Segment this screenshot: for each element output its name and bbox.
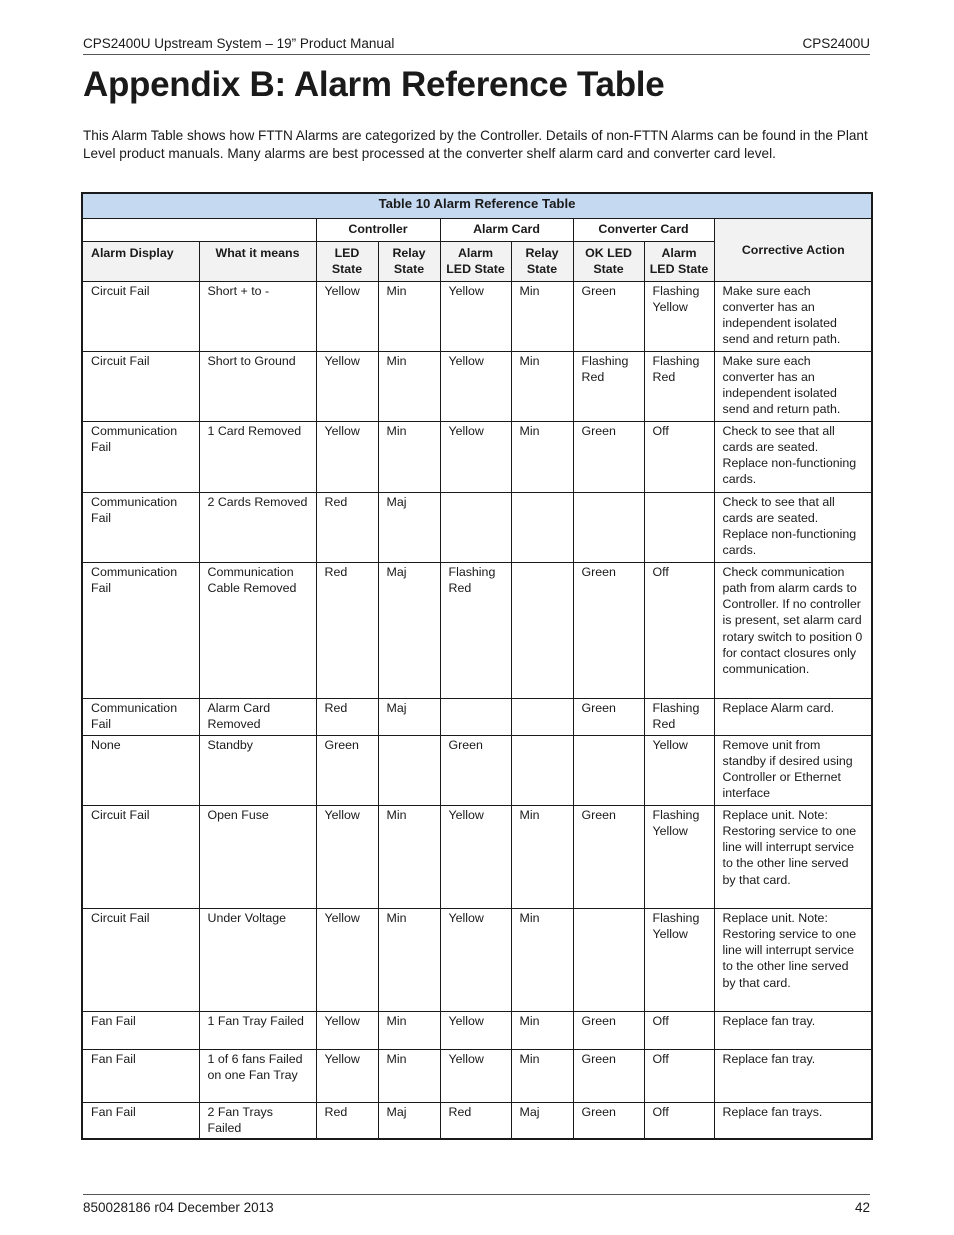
table-cell: Flashing Red: [644, 351, 714, 421]
table-cell: Off: [644, 1049, 714, 1102]
table-row: [82, 908, 872, 1011]
table-cell: 1 Card Removed: [199, 421, 316, 492]
table-cell: Yellow: [440, 351, 511, 421]
table-cell: Flashing Yellow: [644, 805, 714, 908]
table-cell: Yellow: [316, 351, 378, 421]
table-cell: Red: [316, 1102, 378, 1139]
table-cell: Make sure each converter has an independent isolated send and return path.: [714, 351, 872, 421]
table-cell: Yellow: [440, 908, 511, 1011]
table-caption: Table 10 Alarm Reference Table: [82, 193, 872, 219]
table-cell: Flashing Yellow: [644, 281, 714, 351]
table-cell: Communication Fail: [82, 421, 199, 492]
table-cell: Yellow: [644, 735, 714, 805]
table-cell: Yellow: [316, 805, 378, 908]
group-header-converter-card: Converter Card: [573, 219, 714, 242]
table-cell: Min: [378, 281, 440, 351]
table-cell: Fan Fail: [82, 1049, 199, 1102]
table-cell: Min: [378, 805, 440, 908]
table-cell: Yellow: [316, 421, 378, 492]
table-cell: Min: [511, 1011, 573, 1049]
table-cell: Green: [573, 421, 644, 492]
column-header-alarm-card-relay-state: Relay State: [511, 242, 573, 282]
table-cell: Fan Fail: [82, 1102, 199, 1139]
column-header-controller-relay-state: Relay State: [378, 242, 440, 282]
table-cell: Min: [378, 351, 440, 421]
table-cell: Maj: [511, 1102, 573, 1139]
table-cell: Open Fuse: [199, 805, 316, 908]
table-cell: Red: [316, 698, 378, 735]
table-cell: Fan Fail: [82, 1011, 199, 1049]
table-cell: Green: [573, 281, 644, 351]
table-cell: Circuit Fail: [82, 908, 199, 1011]
running-footer: [83, 1194, 870, 1217]
table-cell: Min: [511, 805, 573, 908]
table-cell: Maj: [378, 492, 440, 562]
table-cell: Circuit Fail: [82, 805, 199, 908]
table-cell: [511, 492, 573, 562]
table-cell: Yellow: [316, 908, 378, 1011]
table-cell: Min: [378, 1011, 440, 1049]
table-cell: Check to see that all cards are seated. Replace non-functioning cards.: [714, 421, 872, 492]
table-cell: Red: [316, 492, 378, 562]
column-header-alarm-display: Alarm Display: [82, 242, 199, 282]
column-header-what-it-means: What it means: [199, 242, 316, 282]
column-header-controller-led-state: LED State: [316, 242, 378, 282]
table-cell: Maj: [378, 562, 440, 698]
table-cell: Flashing Yellow: [644, 908, 714, 1011]
page-number: 42: [854, 1200, 870, 1215]
group-header-blank: [82, 219, 316, 242]
table-cell: Red: [316, 562, 378, 698]
table-cell: Check communication path from alarm cards to Controller. If no controller is present, set alarm card rotary switch to position 0 for contact closures only communication.: [714, 562, 872, 698]
table-cell: Min: [511, 1049, 573, 1102]
intro-paragraph: This Alarm Table shows how FTTN Alarms are categorized by the Controller. Details of non-FTTN Alarms can be found in the Plant Level product manuals. Many alarms are best processed at the converter shelf alarm card and converter card level.: [83, 128, 868, 162]
table-cell: Communication Fail: [82, 492, 199, 562]
table-cell: [644, 492, 714, 562]
table-cell: Min: [378, 1049, 440, 1102]
table-cell: Green: [573, 698, 644, 735]
table-row: [82, 1011, 872, 1049]
column-header-corrective-action: Corrective Action: [714, 219, 872, 282]
table-row: [82, 351, 872, 421]
table-cell: Replace unit. Note: Restoring service to one line will interrupt service to the other line served by that card.: [714, 908, 872, 1011]
column-header-converter-alarm-led-state: Alarm LED State: [644, 242, 714, 282]
table-cell: Replace Alarm card.: [714, 698, 872, 735]
table-cell: [440, 492, 511, 562]
table-cell: None: [82, 735, 199, 805]
table-cell: 1 Fan Tray Failed: [199, 1011, 316, 1049]
table-cell: Min: [511, 281, 573, 351]
table-cell: Green: [573, 562, 644, 698]
table-cell: Off: [644, 562, 714, 698]
table-cell: Min: [511, 421, 573, 492]
table-cell: Yellow: [316, 1011, 378, 1049]
table-cell: Off: [644, 421, 714, 492]
table-body: [82, 281, 872, 1139]
table-cell: Remove unit from standby if desired using Controller or Ethernet interface: [714, 735, 872, 805]
table-cell: Replace unit. Note: Restoring service to one line will interrupt service to the other line served by that card.: [714, 805, 872, 908]
table-cell: [440, 698, 511, 735]
table-cell: 2 Fan Trays Failed: [199, 1102, 316, 1139]
table-cell: [378, 735, 440, 805]
table-cell: [511, 562, 573, 698]
table-cell: Min: [378, 908, 440, 1011]
table-cell: Communication Fail: [82, 562, 199, 698]
table-cell: [511, 735, 573, 805]
table-cell: Min: [511, 351, 573, 421]
footer-document-info: 850028186 r04 December 2013: [83, 1200, 274, 1215]
table-cell: Replace fan tray.: [714, 1049, 872, 1102]
table-cell: Green: [573, 1049, 644, 1102]
table-cell: [511, 698, 573, 735]
table-cell: Yellow: [440, 281, 511, 351]
table-cell: Communication Cable Removed: [199, 562, 316, 698]
header-product-name: CPS2400U: [802, 36, 870, 51]
table-cell: Circuit Fail: [82, 281, 199, 351]
table-cell: Alarm Card Removed: [199, 698, 316, 735]
table-cell: [573, 735, 644, 805]
table-cell: Green: [573, 805, 644, 908]
table-row: [82, 492, 872, 562]
table-cell: Yellow: [440, 1049, 511, 1102]
table-row: [82, 421, 872, 492]
table-cell: Flashing Red: [440, 562, 511, 698]
table-cell: Green: [316, 735, 378, 805]
table-cell: Maj: [378, 698, 440, 735]
table-row: [82, 1049, 872, 1102]
table-cell: Circuit Fail: [82, 351, 199, 421]
table-cell: Short + to -: [199, 281, 316, 351]
table-cell: 1 of 6 fans Failed on one Fan Tray: [199, 1049, 316, 1102]
table-cell: Min: [378, 421, 440, 492]
table-row: [82, 281, 872, 351]
table-cell: Maj: [378, 1102, 440, 1139]
group-header-controller: Controller: [316, 219, 440, 242]
table-cell: Yellow: [440, 1011, 511, 1049]
table-cell: Standby: [199, 735, 316, 805]
table-cell: Under Voltage: [199, 908, 316, 1011]
table-row: [82, 698, 872, 735]
table-cell: Green: [440, 735, 511, 805]
table-cell: Check to see that all cards are seated. Replace non-functioning cards.: [714, 492, 872, 562]
table-cell: [573, 492, 644, 562]
table-cell: Min: [511, 908, 573, 1011]
table-cell: Green: [573, 1102, 644, 1139]
table-cell: Replace fan trays.: [714, 1102, 872, 1139]
column-header-ok-led-state: OK LED State: [573, 242, 644, 282]
table-cell: Red: [440, 1102, 511, 1139]
table-cell: Yellow: [440, 421, 511, 492]
alarm-reference-table: [81, 192, 873, 1140]
running-header: [83, 35, 870, 55]
table-cell: Off: [644, 1102, 714, 1139]
page-title: Appendix B: Alarm Reference Table: [83, 65, 665, 104]
table-cell: Yellow: [316, 281, 378, 351]
table-cell: Green: [573, 1011, 644, 1049]
table-cell: 2 Cards Removed: [199, 492, 316, 562]
table-cell: Short to Ground: [199, 351, 316, 421]
header-manual-title: CPS2400U Upstream System – 19” Product Manual: [83, 36, 395, 51]
table-cell: Communication Fail: [82, 698, 199, 735]
table-cell: Flashing Red: [573, 351, 644, 421]
table-row: [82, 562, 872, 698]
table-row: [82, 735, 872, 805]
column-header-alarm-card-led-state: Alarm LED State: [440, 242, 511, 282]
table-row: [82, 805, 872, 908]
table-cell: Flashing Red: [644, 698, 714, 735]
table-cell: Make sure each converter has an independent isolated send and return path.: [714, 281, 872, 351]
table-cell: [573, 908, 644, 1011]
group-header-alarm-card: Alarm Card: [440, 219, 573, 242]
table-cell: Yellow: [316, 1049, 378, 1102]
table-cell: Replace fan tray.: [714, 1011, 872, 1049]
table-cell: Yellow: [440, 805, 511, 908]
table-cell: Off: [644, 1011, 714, 1049]
table-row: [82, 1102, 872, 1139]
